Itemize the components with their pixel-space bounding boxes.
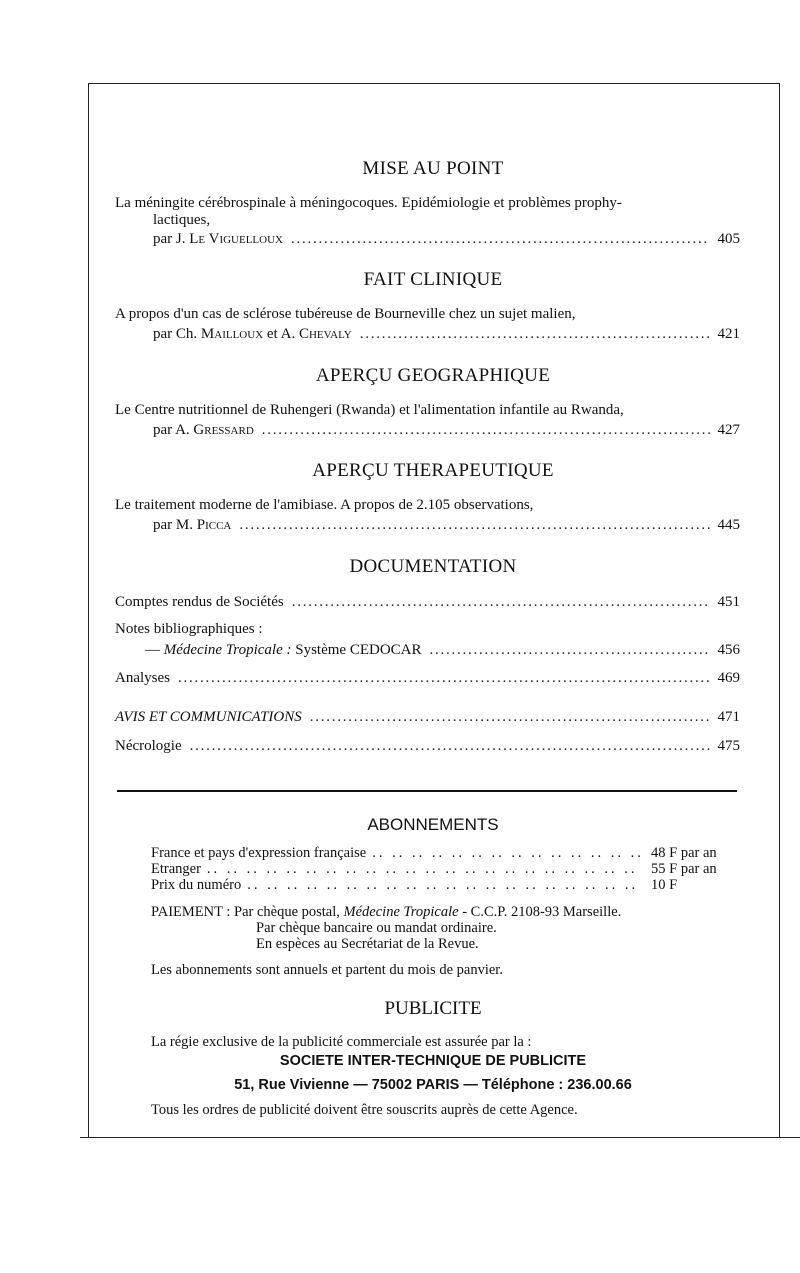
leader-dots <box>207 861 645 878</box>
publicite-line-1: La régie exclusive de la publicité commerciale est assurée par la : <box>151 1034 532 1050</box>
section-title-apercu-therapeutique: APERÇU THERAPEUTIQUE <box>312 460 554 481</box>
doc-medecine-label: Médecine Tropicale : <box>163 642 292 658</box>
leader-dots <box>292 594 710 611</box>
doc-necrologie-label: Nécrologie <box>115 738 182 754</box>
paiement-line-2: Par chèque bancaire ou mandat ordinaire. <box>256 920 497 936</box>
article-2-byline <box>115 323 740 343</box>
doc-avis <box>115 706 740 726</box>
paiement-line-1 <box>151 904 621 921</box>
section-title-apercu-geographique: APERÇU GEOGRAPHIQUE <box>315 365 551 386</box>
leader-dots <box>178 670 710 687</box>
leader-dots <box>372 845 645 862</box>
article-4-page: 445 <box>717 517 740 533</box>
bottom-border <box>80 1137 800 1138</box>
abonnements-title: ABONNEMENTS <box>367 815 499 834</box>
leader-dots <box>430 642 710 659</box>
tarif-numero <box>151 878 741 894</box>
tarif-france <box>151 846 741 862</box>
article-3-par: par A. <box>153 422 190 438</box>
section-title-mise-au-point: MISE AU POINT <box>362 158 504 179</box>
article-4-title-line-1: Le traitement moderne de l'amibiase. A propos de 2.105 observations, <box>115 497 534 513</box>
leader-dots <box>262 422 710 439</box>
doc-comptes-rendus <box>115 591 740 611</box>
doc-avis-label: AVIS ET COMMUNICATIONS <box>115 709 302 725</box>
paiement-line-3: En espèces au Secrétariat de la Revue. <box>256 936 479 952</box>
tarif-numero-label: Prix du numéro <box>151 877 242 893</box>
doc-systeme-page: 456 <box>717 642 740 658</box>
doc-cedocar <box>115 639 740 659</box>
paiement-1a: Par chèque postal, <box>234 904 340 920</box>
leader-dots <box>247 877 645 894</box>
article-1-author: Le Viguelloux <box>189 231 283 247</box>
article-2-et: et A. <box>266 326 296 342</box>
paiement-1b: Médecine Tropicale <box>343 904 459 920</box>
doc-notes-label: Notes bibliographiques : <box>115 621 263 637</box>
publicite-societe: SOCIETE INTER-TECHNIQUE DE PUBLICITE <box>279 1053 587 1069</box>
doc-analyses-page: 469 <box>717 670 740 686</box>
doc-comptes-page: 451 <box>717 594 740 610</box>
tarif-france-label: France et pays d'expression française <box>151 845 367 861</box>
paiement-1c: - C.C.P. 2108-93 Marseille. <box>462 904 622 920</box>
article-3-page: 427 <box>717 422 740 438</box>
doc-comptes-label: Comptes rendus de Sociétés <box>115 594 284 610</box>
article-2-author-1: Mailloux <box>200 326 264 342</box>
abonnements-annuels: Les abonnements sont annuels et partent du mois de panvier. <box>151 962 503 978</box>
doc-medecine-dash: — <box>145 642 160 658</box>
publicite-title: PUBLICITE <box>384 998 482 1019</box>
article-1-title-line-2: lactiques, <box>153 212 211 228</box>
publicite-adresse: 51, Rue Vivienne — 75002 PARIS — Téléphone : 236.00.66 <box>234 1077 632 1093</box>
article-2-par: par Ch. <box>153 326 198 342</box>
tarif-etranger <box>151 862 741 878</box>
article-1-title-line-1: La méningite cérébrospinale à méningocoques. Epidémiologie et problèmes prophy- <box>115 195 622 211</box>
divider-rule <box>117 790 737 792</box>
leader-dots <box>190 738 710 755</box>
article-2-title-line-1: A propos d'un cas de sclérose tubéreuse de Bourneville chez un sujet malien, <box>115 306 576 322</box>
article-1-byline <box>115 228 740 248</box>
article-2-author-2: Chevaly <box>298 326 352 342</box>
paiement-label: PAIEMENT : <box>151 904 231 920</box>
article-4-par: par M. <box>153 517 193 533</box>
article-3-byline <box>115 419 740 439</box>
leader-dots <box>291 231 710 248</box>
doc-systeme-label: Système CEDOCAR <box>295 642 422 658</box>
tarif-numero-price: 10 F <box>651 877 678 893</box>
article-4-author: Picca <box>196 517 232 533</box>
doc-analyses <box>115 667 740 687</box>
tarif-etranger-label: Etranger <box>151 861 201 877</box>
article-3-title-line-1: Le Centre nutritionnel de Ruhengeri (Rwanda) et l'alimentation infantile au Rwanda, <box>115 402 624 418</box>
tarif-france-price: 48 F par an <box>651 845 717 861</box>
publicite-ordres: Tous les ordres de publicité doivent être souscrits auprès de cette Agence. <box>151 1102 578 1118</box>
article-3-author: Gressard <box>193 422 254 438</box>
tarif-etranger-price: 55 F par an <box>651 861 717 877</box>
doc-avis-page: 471 <box>717 709 740 725</box>
leader-dots <box>310 709 710 726</box>
article-4-byline <box>115 514 740 534</box>
section-title-documentation: DOCUMENTATION <box>349 556 517 577</box>
doc-analyses-label: Analyses <box>115 670 170 686</box>
leader-dots <box>360 326 710 343</box>
article-1-par: par J. <box>153 231 186 247</box>
section-title-fait-clinique: FAIT CLINIQUE <box>363 269 503 290</box>
article-2-page: 421 <box>717 326 740 342</box>
leader-dots <box>239 517 709 534</box>
doc-necrologie <box>115 735 740 755</box>
doc-necrologie-page: 475 <box>717 738 740 754</box>
article-1-page: 405 <box>717 231 740 247</box>
